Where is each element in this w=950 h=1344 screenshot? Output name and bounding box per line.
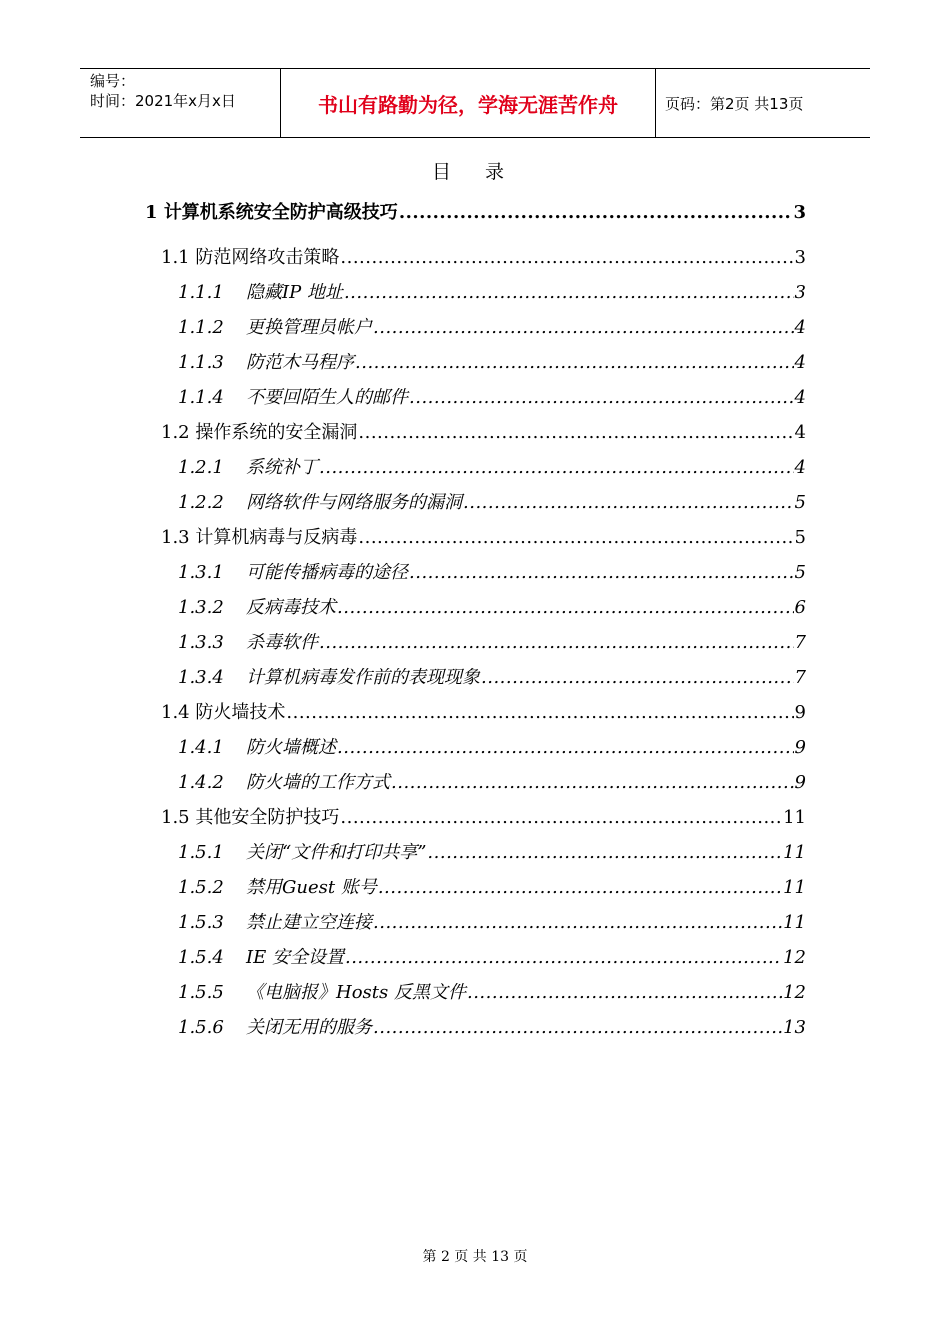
toc-entry[interactable] [178,840,806,866]
header-motto: 书山有路勤为径，学海无涯苦作舟 [280,69,656,137]
toc-entry-page: 12 [783,947,806,968]
toc-entry[interactable] [178,490,806,516]
toc-entry-label [161,420,357,446]
toc-entry-number: 1.1.2 [178,317,224,338]
toc-entry-number: 1.3.4 [178,667,224,688]
toc-entry-text: 防火墙概述 [246,737,336,758]
toc-leader-dots [358,420,793,446]
toc-leader-dots [481,665,794,691]
toc-entry-number: 1.1.4 [178,387,224,408]
toc-leader-dots [463,490,794,516]
toc-entry-label [178,665,480,691]
toc-leader-dots [409,560,794,586]
toc-entry-text: 《电脑报》Hosts 反黑文件 [246,982,466,1003]
toc-leader-dots [319,455,794,481]
time-label: 时间：2021年x月x日 [90,92,236,110]
number-label: 编号： [90,72,136,90]
toc-entry-number: 1.4.1 [178,737,224,758]
toc-entry-page: 11 [783,807,806,828]
toc-entry-number: 1.3.2 [178,597,224,618]
toc-entry-text: 禁止建立空连接 [246,912,372,933]
toc-leader-dots [358,525,793,551]
toc-entry-label [161,525,357,551]
toc-entry-number: 1.3.1 [178,562,224,583]
toc-entry-label [178,280,343,306]
toc-entry[interactable] [178,385,806,411]
toc-entry-text: 关闭无用的服务 [246,1017,372,1038]
toc-entry-number: 1.5.2 [178,877,224,898]
toc-leader-dots [340,805,782,831]
toc-entry-text: IE 安全设置 [246,947,344,968]
toc-entry-page: 11 [783,912,806,933]
toc-leader-dots [340,245,793,271]
toc-entry[interactable] [178,665,806,691]
toc-entry-text: 计算机病毒发作前的表现现象 [246,667,480,688]
toc-entry-text: 防火墙的工作方式 [246,772,390,793]
toc-entry-text: 防范网络攻击策略 [195,247,340,268]
toc-entry[interactable] [161,805,806,831]
toc-entry-text: 网络软件与网络服务的漏洞 [246,492,462,513]
toc-entry-number: 1.2.2 [178,492,224,513]
toc-entry[interactable] [178,875,806,901]
toc-entry-number: 1.2.1 [178,457,224,478]
toc-entry-page: 11 [783,877,806,898]
toc-entry-label [178,630,318,656]
toc-entry-number: 1.4.2 [178,772,224,793]
toc-entry-text: 更换管理员帐户 [246,317,372,338]
toc-entry[interactable] [178,280,806,306]
toc-leader-dots [409,385,794,411]
toc-entry-label [178,350,354,376]
toc-entry-page: 7 [794,632,806,653]
toc-entry-text: 杀毒软件 [246,632,318,653]
toc-entry-label [178,770,390,796]
toc-entry-text: 可能传播病毒的途径 [246,562,408,583]
toc-entry-number: 1.5.3 [178,912,224,933]
toc-entry-label [178,1015,372,1041]
toc-entry-page: 9 [794,772,806,793]
toc-leader-dots [286,700,793,726]
toc-entry-page: 4 [794,422,806,443]
toc-entry-text: 防火墙技术 [195,702,286,723]
toc-entry-page: 11 [783,842,806,863]
toc-entry[interactable] [178,910,806,936]
toc-entry[interactable] [178,945,806,971]
toc-entry-page: 6 [794,597,806,618]
toc-entry-page: 9 [794,737,806,758]
page-footer: 第 2 页 共 13 页 [422,1249,528,1265]
toc-entry[interactable] [161,245,806,271]
toc-entry-label [178,980,466,1006]
toc-entry[interactable] [178,980,806,1006]
toc-entry-page: 13 [783,1017,806,1038]
toc-entry-text: 不要回陌生人的邮件 [246,387,408,408]
toc-leader-dots [467,980,782,1006]
toc-entry-label [178,910,372,936]
header-meta [80,69,280,137]
toc-entry-page: 3 [794,282,806,303]
toc-entry[interactable] [161,420,806,446]
toc-entry[interactable] [178,560,806,586]
toc-entry-text: 关闭“文件和打印共享” [246,842,427,863]
toc-entry-number: 1.5.4 [178,947,224,968]
toc-entry-page: 12 [783,982,806,1003]
toc-entry[interactable] [178,735,806,761]
toc-entry-label [161,245,339,271]
toc-entry-number: 1 [145,202,158,223]
toc-entry-page: 3 [793,202,806,223]
toc-entry-number: 1.1.3 [178,352,224,373]
toc-leader-dots [319,630,794,656]
toc-entry-label [178,315,372,341]
toc-entry-number: 1.3 [161,527,190,548]
toc-entry-text: 计算机系统安全防护高级技巧 [163,202,398,223]
toc-entry-text: 隐藏IP 地址 [246,282,343,303]
toc-entry-label [178,595,336,621]
toc-entry-text: 操作系统的安全漏洞 [195,422,358,443]
toc-entry[interactable] [161,700,806,726]
toc-entry-number: 1.5.5 [178,982,224,1003]
toc-leader-dots [345,945,782,971]
toc-entry-page: 4 [794,317,806,338]
toc-entry-text: 反病毒技术 [246,597,336,618]
page-header [80,68,870,138]
toc-entry-number: 1.2 [161,422,190,443]
toc-entry[interactable] [178,455,806,481]
toc-entry[interactable] [178,1015,806,1041]
toc-entry-page: 9 [794,702,806,723]
toc-entry-label [178,455,318,481]
toc-leader-dots [337,595,794,621]
toc-entry-page: 4 [794,457,806,478]
toc-entry-label [178,735,336,761]
toc-entry-number: 1.4 [161,702,190,723]
toc-entry-label [178,560,408,586]
header-page-info: 页码：第2页 共13页 [665,94,804,113]
toc-entry-label [161,700,285,726]
toc-entry[interactable] [178,350,806,376]
toc-entry-page: 3 [794,247,806,268]
toc-leader-dots [373,1015,782,1041]
toc-entry-page: 4 [794,387,806,408]
toc-entry-text: 防范木马程序 [246,352,354,373]
toc-entry-text: 计算机病毒与反病毒 [195,527,358,548]
toc-leader-dots [378,875,782,901]
toc-entry-number: 1.1.1 [178,282,224,303]
toc-entry-number: 1.5.1 [178,842,224,863]
toc-entry-page: 5 [794,562,806,583]
toc-entry-page: 5 [794,527,806,548]
toc-entry-label [178,875,377,901]
toc-entry-label [178,945,344,971]
toc-entry[interactable] [178,770,806,796]
toc-leader-dots [399,200,793,226]
toc-entry[interactable] [178,595,806,621]
toc-leader-dots [344,280,794,306]
toc-entry-number: 1.5.6 [178,1017,224,1038]
toc-entry-label [178,490,462,516]
toc-entry-text: 禁用Guest 账号 [246,877,377,898]
toc-entry-text: 其他安全防护技巧 [195,807,340,828]
toc-title: 目 录 [431,161,519,183]
toc-leader-dots [373,315,794,341]
toc-entry-page: 4 [794,352,806,373]
toc-entry[interactable] [178,630,806,656]
toc-entry[interactable] [161,525,806,551]
toc-entry-text: 系统补丁 [246,457,318,478]
toc-entry-number: 1.5 [161,807,190,828]
toc-entry-number: 1.1 [161,247,190,268]
toc-entry-number: 1.3.3 [178,632,224,653]
toc-leader-dots [337,735,794,761]
toc-entry[interactable] [145,200,806,226]
toc-entry-page: 5 [794,492,806,513]
toc-leader-dots [355,350,794,376]
toc-entry[interactable] [178,315,806,341]
toc-leader-dots [391,770,794,796]
toc-entry-page: 7 [794,667,806,688]
toc-leader-dots [427,840,782,866]
toc-entry-label [161,805,339,831]
toc-entry-label [145,200,398,226]
toc-entry-label [178,840,426,866]
toc-leader-dots [373,910,782,936]
toc-entry-label [178,385,408,411]
